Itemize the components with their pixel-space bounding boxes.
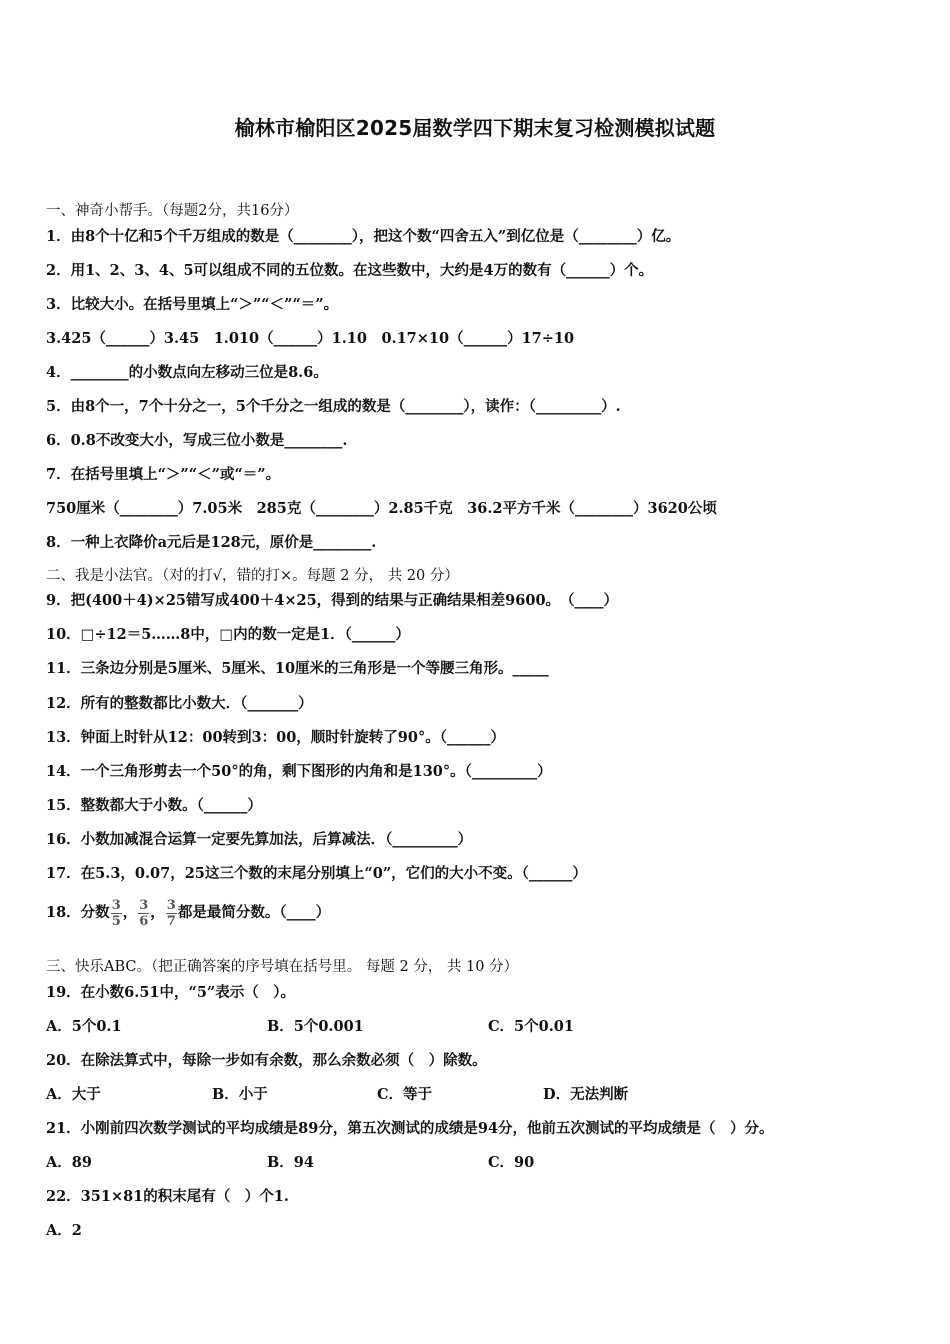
question-18 — [46, 895, 920, 931]
fraction-denominator: 6 — [139, 913, 149, 929]
question-13: 13．钟面上时针从12：00转到3：00，顺时针旋转了90°。（______） — [46, 729, 505, 746]
fraction-3-5 — [111, 898, 122, 929]
question-19-option-a: A．5个0.1 — [46, 1018, 122, 1035]
question-10: 10．□÷12＝5……8中，□内的数一定是1．（______） — [46, 626, 410, 643]
fraction-numerator: 3 — [139, 897, 149, 913]
question-18-comma: ， — [122, 904, 138, 921]
question-19-option-c: C．5个0.01 — [488, 1018, 574, 1035]
question-18-comma: ， — [150, 904, 165, 921]
question-16: 16．小数加减混合运算一定要先算加法，后算减法．（_________） — [46, 831, 473, 848]
section-3-heading: 三、快乐ABC。（把正确答案的序号填在括号里。 每题 2 分， 共 10 分） — [46, 959, 519, 975]
question-20-option-d: D．无法判断 — [543, 1086, 629, 1103]
question-2: 2．用1、2、3、4、5可以组成不同的五位数。在这些数中，大约是4万的数有（______）个。 — [46, 262, 654, 279]
fraction-3-6 — [138, 898, 149, 929]
question-11: 11．三条边分别是5厘米、5厘米、10厘米的三角形是一个等腰三角形。_____ — [46, 660, 549, 677]
question-22-option-a: A．2 — [46, 1222, 82, 1239]
question-8: 8．一种上衣降价a元后是128元，原价是________. — [46, 534, 377, 551]
section-1-heading: 一、神奇小帮手。（每题2分，共16分） — [46, 203, 299, 219]
question-21: 21．小刚前四次数学测试的平均成绩是89分，第五次测试的成绩是94分，他前五次测试的平均成绩是（ ）分。 — [46, 1120, 774, 1137]
question-19: 19．在小数6.51中，“5”表示（ ）。 — [46, 984, 296, 1001]
question-6: 6．0.8不改变大小，写成三位小数是________. — [46, 432, 348, 449]
question-9: 9．把(400＋4)×25错写成400＋4×25，得到的结果与正确结果相差9600。 （____） — [46, 592, 619, 609]
fraction-numerator: 3 — [111, 897, 121, 913]
page-title: 榆林市榆阳区2025届数学四下期末复习检测模拟试题 — [234, 116, 716, 140]
question-7-items: 750厘米（________）7.05米 285克（________）2.85千克 36.2平方千米（________）3620公顷 — [46, 500, 717, 517]
question-15: 15．整数都大于小数。（______） — [46, 797, 262, 814]
question-3-items: 3.425（______）3.45 1.010（______）1.10 0.17×10（______）17÷10 — [46, 330, 575, 347]
question-3: 3．比较大小。在括号里填上“＞”“＜”“＝”。 — [46, 296, 339, 313]
question-1: 1．由8个十亿和5个千万组成的数是（________），把这个数“四舍五入”到亿位是（________）亿。 — [46, 228, 681, 245]
question-18-prefix: 18．分数 — [46, 904, 110, 921]
section-2-heading: 二、我是小法官。（对的打√，错的打×。每题 2 分， 共 20 分） — [46, 568, 459, 584]
fraction-denominator: 5 — [111, 913, 121, 929]
question-21-option-a: A．89 — [46, 1154, 92, 1171]
question-19-option-b: B．5个0.001 — [267, 1018, 364, 1035]
question-20: 20．在除法算式中，每除一步如有余数，那么余数必须（ ）除数。 — [46, 1052, 487, 1069]
fraction-denominator: 7 — [166, 913, 176, 929]
question-14: 14．一个三角形剪去一个50°的角，剩下图形的内角和是130°。（_________） — [46, 763, 552, 780]
question-22: 22．351×81的积末尾有（ ）个1. — [46, 1188, 289, 1205]
question-21-option-b: B．94 — [267, 1154, 314, 1171]
question-5: 5．由8个一，7个十分之一，5个千分之一组成的数是（________），读作：（_________）. — [46, 398, 621, 415]
fraction-numerator: 3 — [166, 897, 176, 913]
question-21-option-c: C．90 — [488, 1154, 535, 1171]
question-20-option-b: B．小于 — [212, 1086, 268, 1103]
question-7: 7．在括号里填上“＞”“＜”或“＝”。 — [46, 466, 281, 483]
question-20-option-c: C．等于 — [377, 1086, 433, 1103]
question-4: 4．________的小数点向左移动三位是8.6。 — [46, 364, 328, 381]
fraction-3-7 — [166, 898, 177, 929]
question-12: 12．所有的整数都比小数大．（_______） — [46, 695, 313, 712]
question-18-suffix: 都是最简分数。（____） — [177, 904, 331, 921]
question-17: 17．在5.3，0.07，25这三个数的末尾分别填上“0”，它们的大小不变。（______） — [46, 865, 587, 882]
question-20-option-a: A．大于 — [46, 1086, 101, 1103]
